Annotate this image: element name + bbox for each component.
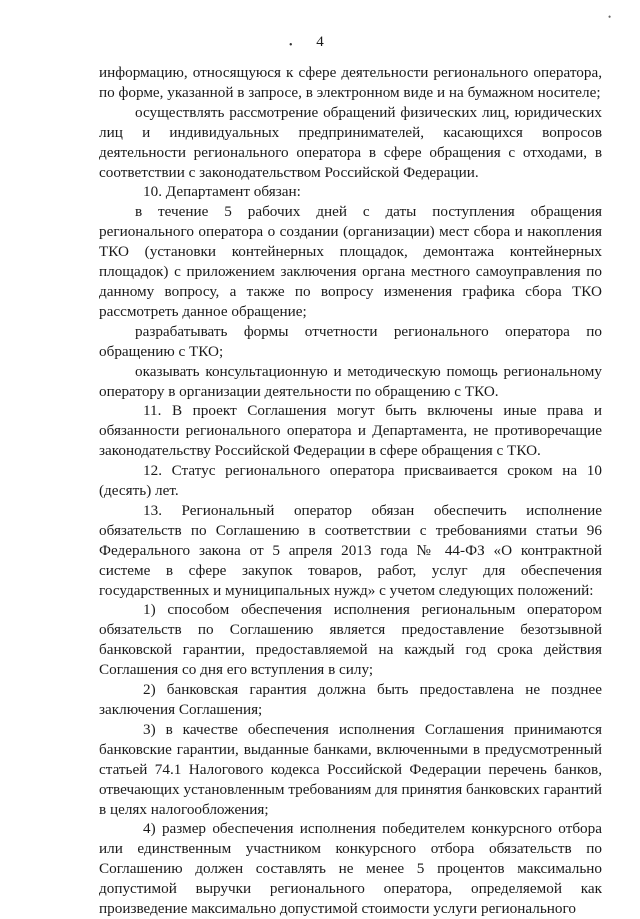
list-item: 1) способом обеспечения исполнения региональным оператором обязательств по Соглашению является предоставление безотзывной банковской гарантии, предоставляемой на каждый год срока действия Соглашения со дня его вступления в силу; xyxy=(99,601,602,679)
paragraph: в течение 5 рабочих дней с даты поступления обращения регионального оператора о создании (организации) мест сбора и накопления ТКО (установки контейнерных площадок, демонтажа контейнерных площадок) с приложением заключения органа местного самоуправления по данному вопросу, а также по вопросу изменения графика сбора ТКО рассмотреть данное обращение; xyxy=(99,203,602,320)
list-item: 4) размер обеспечения исполнения победителем конкурсного отбора или единственным участником конкурсного отбора обязательств по Соглашению должен составлять не менее 5 процентов максимально допустимой выручки регионального оператора, определяемой как произведение максимально допустимой стоимости услуги регионального xyxy=(99,820,602,918)
paragraph: 13. Региональный оператор обязан обеспечить исполнение обязательств по Соглашению в соответствии с требованиями статьи 96 Федерального закона от 5 апреля 2013 года № 44-ФЗ «О контрактной системе в сфере закупок товаров, работ, услуг для обеспечения государственных и муниципальных нужд» с учетом следующих положений: xyxy=(99,501,602,599)
paragraph: разрабатывать формы отчетности регионального оператора по обращению с ТКО; xyxy=(99,322,602,360)
paragraph: 10. Департамент обязан: xyxy=(143,183,301,201)
list-item: 3) в качестве обеспечения исполнения Соглашения принимаются банковские гарантии, выданные банками, включенными в предусмотренный статьей 74.1 Налогового кодекса Российской Федерации перечень банков, отвечающих установленным требованиям для принятия банковских гарантий в целях налогообложения; xyxy=(99,720,602,818)
list-item: 2) банковская гарантия должна быть предоставлена не позднее заключения Соглашения; xyxy=(99,681,602,718)
corner-mark: • xyxy=(608,12,612,22)
paragraph: осуществлять рассмотрение обращений физических лиц, юридических лиц и индивидуальных предпринимателей, касающихся вопросов деятельности регионального оператора в сфере обращения с отходами, в соответствии с законодательством Российской Федерации. xyxy=(99,103,602,181)
page-number: 4 xyxy=(316,34,324,50)
paragraph: информацию, относящуюся к сфере деятельности регионального оператора, по форме, указанной в запросе, в электронном виде и на бумажном носителе; xyxy=(99,64,602,101)
paragraph: 11. В проект Соглашения могут быть включены иные права и обязанности регионального оператора и Департамента, не противоречащие законодательству Российской Федерации в сфере обращения с ТКО. xyxy=(99,402,602,460)
paragraph: 12. Статус регионального оператора присваивается сроком на 10 (десять) лет. xyxy=(99,462,602,500)
document-body xyxy=(99,63,602,919)
scan-dot-mark: • xyxy=(289,40,293,51)
paragraph: оказывать консультационную и методическую помощь региональному оператору в организации деятельности по обращению с ТКО. xyxy=(99,362,602,400)
